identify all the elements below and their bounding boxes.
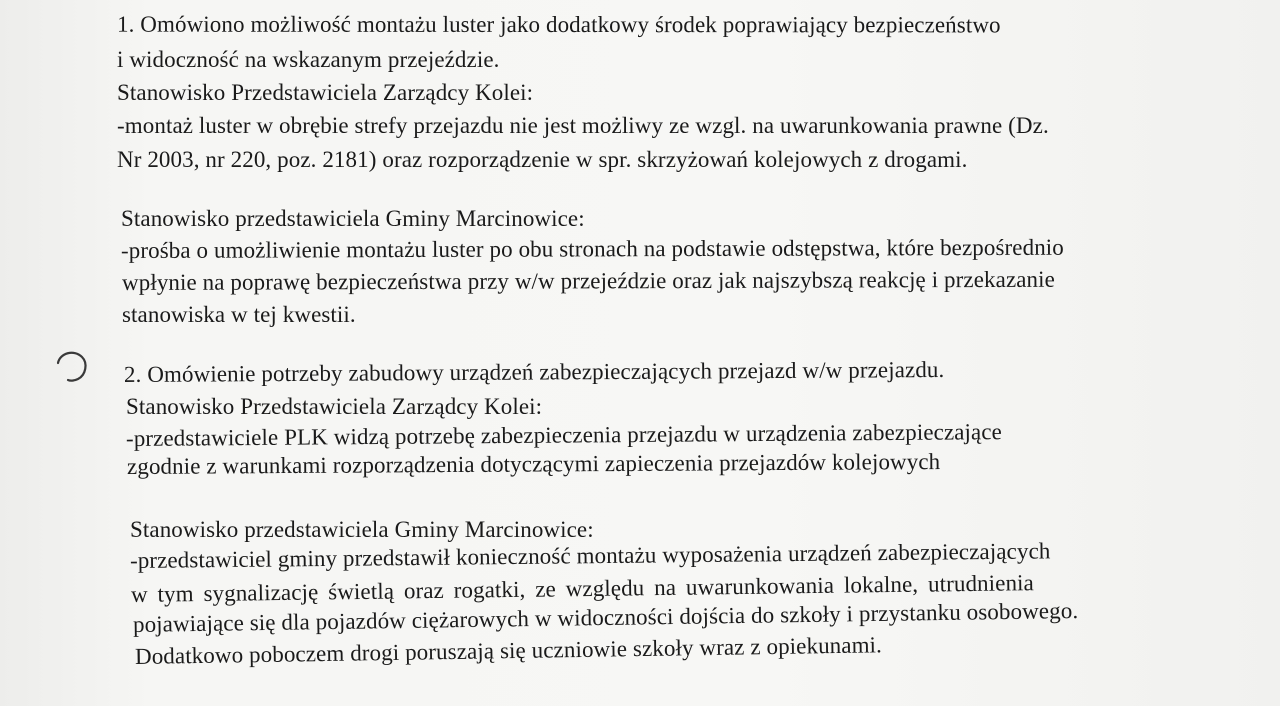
margin-mark-icon	[50, 345, 94, 389]
text-line: Nr 2003, nr 220, poz. 2181) oraz rozporządzenie w spr. skrzyżowań kolejowych z drogami.	[117, 147, 968, 172]
text-line: -przedstawiciel gminy przedstawił konieczność montażu wyposażenia urządzeń zabezpieczających	[129, 538, 1051, 573]
text-line: Stanowisko Przedstawiciela Zarządcy Kolei:	[126, 394, 543, 419]
text-line: pojawiające się dla pojazdów ciężarowych w widoczności dojścia do szkoły i przystanku osobowego.	[132, 597, 1079, 637]
text-line: Stanowisko Przedstawiciela Zarządcy Kolei:	[117, 80, 534, 105]
text-line: stanowiska w tej kwestii.	[122, 302, 356, 327]
text-line: zgodnie z warunkami rozporządzenia dotyczącymi zapieczenia przejazdów kolejowych	[126, 449, 941, 479]
text-line: -montaż luster w obrębie strefy przejazdu nie jest możliwy ze wzgl. na uwarunkowania prawne (Dz.	[117, 113, 1049, 138]
text-line: Dodatkowo poboczem drogi poruszają się uczniowie szkoły wraz z opiekunami.	[134, 632, 883, 669]
text-line: 1. Omówiono możliwość montażu luster jako dodatkowy środek poprawiający bezpieczeństwo	[116, 11, 1001, 38]
text-line: Stanowisko przedstawiciela Gminy Marcinowice:	[130, 517, 594, 542]
text-line: -przedstawiciele PLK widzą potrzebę zabezpieczenia przejazdu w urządzenia zabezpieczające	[125, 419, 1003, 451]
text-line: -prośba o umożliwienie montażu luster po obu stronach na podstawie odstępstwa, które bezpośrednio	[120, 234, 1064, 263]
text-line: Stanowisko przedstawiciela Gminy Marcinowice:	[121, 206, 585, 231]
text-line: 2. Omówienie potrzeby zabudowy urządzeń zabezpieczających przejazd w/w przejazdu.	[123, 356, 945, 387]
text-line: i widoczność na wskazanym przejeździe.	[117, 47, 500, 72]
text-line: wpłynie na poprawę bezpieczeństwa przy w/w przejeździe oraz jak najszybszą reakcję i przekazanie	[121, 266, 1055, 295]
text-line: w tym sygnalizację świetlą oraz rogatki, ze względu na uwarunkowania lokalne, utrudnienia	[130, 570, 1035, 607]
